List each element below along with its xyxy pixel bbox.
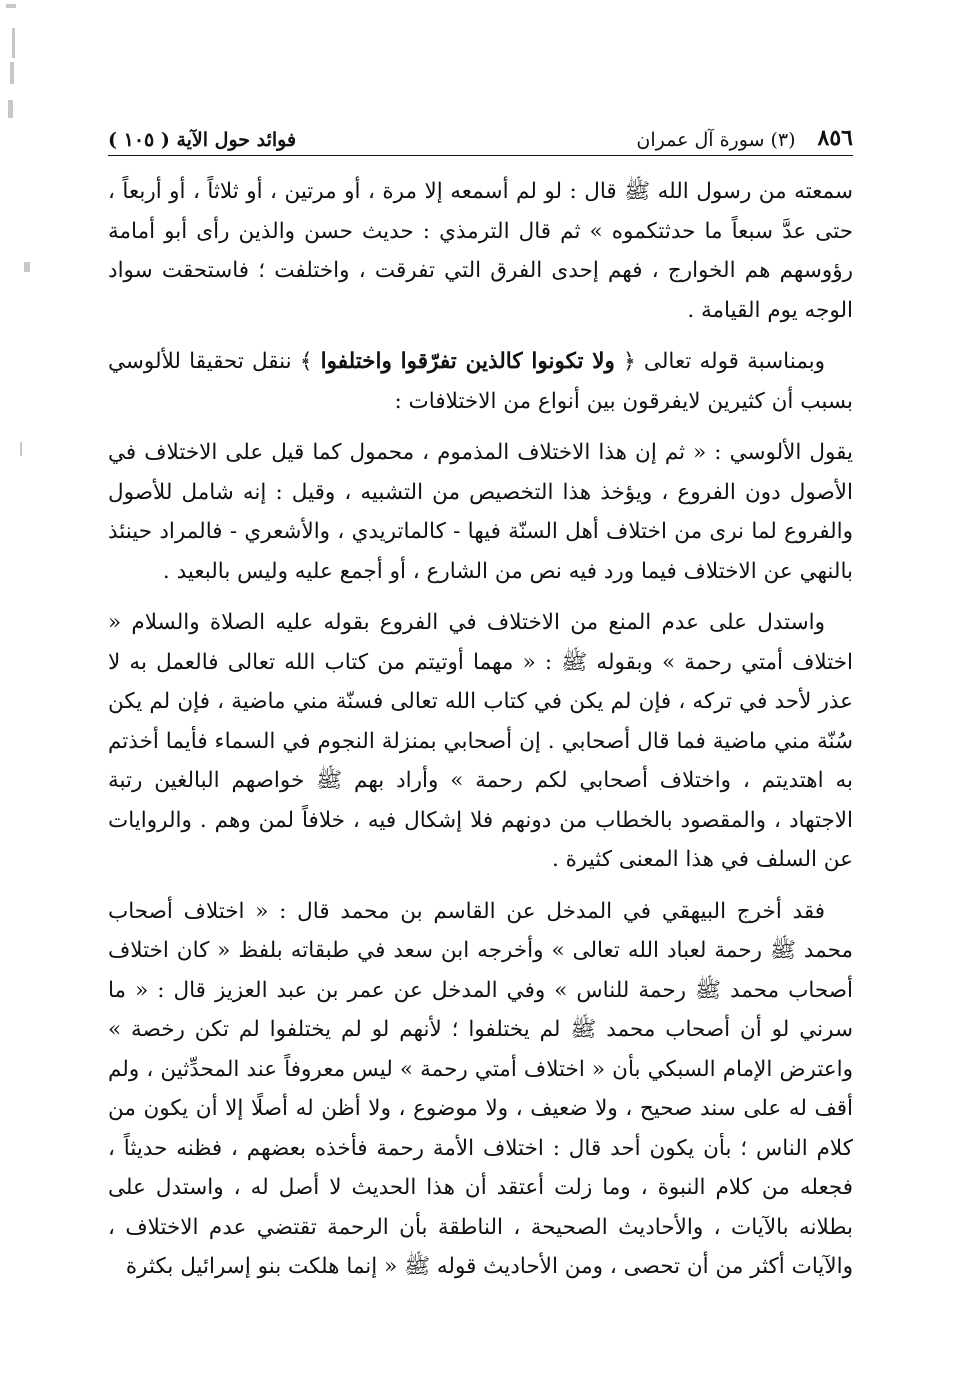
section-title: فوائد حول الآية ( ١٠٥ ) — [108, 129, 297, 151]
paragraph — [108, 433, 853, 591]
text-run: واستدل على عدم المنع من الاختلاف في الفروع بقوله عليه الصلاة والسلام « اختلاف أمتي رحمة » وبقوله ﷺ : « مهما أوتيتم من كتاب الله تعالى فالعمل به لا عذر لأحد في تركه ، فإن لم يكن في كتاب الله تعالى فسنّة مني ماضية ، فإن لم يكن سُنّة مني ماضية فما قال أصحابي . إن أصحابي بمنزلة النجوم في السماء فأيما أخذتم به اهتديتم ، واختلاف أصحابي لكم رحمة » وأراد بهم ﷺ خواصهم البالغين رتبة الاجتهاد ، والمقصود بالخطاب من دونهم فلا إشكال فيه ، خلافاً لمن وهم . والروايات عن السلف في هذا المعنى كثيرة . — [108, 610, 853, 872]
scan-speck — [12, 28, 15, 58]
scan-speck — [6, 4, 16, 8]
scan-speck — [20, 442, 22, 456]
header-rule — [108, 155, 853, 156]
scan-speck — [8, 100, 13, 118]
paragraph — [108, 892, 853, 1287]
surah-name: (٣) سورة آل عمران — [636, 129, 796, 151]
paragraph — [108, 603, 853, 880]
quran-verse-run: ولا تكونوا كالذين تفرّقوا واختلفوا — [320, 349, 615, 374]
text-run: يقول الألوسي : « ثم إن هذا الاختلاف المذموم ، محمول كما قيل على الاختلاف في الأصول دون الفروع ، ويؤخذ هذا التخصيص من التشبيه ، وقيل : إنه شامل للأصول والفروع لما نرى من اختلاف أهل السنّة فيها - كالماتريدي ، والأشعري - فالمراد حينئذ بالنهي عن الاختلاف فيما ورد فيه نص من الشارع ، أو أجمع عليه وليس بالبعيد . — [108, 440, 853, 584]
body-text — [108, 172, 853, 1287]
page-number: ٨٥٦ — [817, 125, 853, 151]
paragraph — [108, 342, 853, 421]
text-run: فقد أخرج البيهقي في المدخل عن القاسم بن محمد قال : « اختلاف أصحاب محمد ﷺ رحمة لعباد الله تعالى » وأخرجه ابن سعد في طبقاته بلفظ « كان اختلاف أصحاب محمد ﷺ رحمة للناس » وفي المدخل عن عمر بن عبد العزيز قال : « ما سرني لو أن أصحاب محمد ﷺ لم يختلفوا ؛ لأنهم لو لم يختلفوا لم تكن رخصة » واعترض الإمام السبكي بأن « اختلاف أمتي رحمة » ليس معروفاً عند المحدِّثين ، ولم أقف له على سند صحيح ، ولا ضعيف ، ولا موضوع ، ولا أظن له أصلًا إلا أن يكون من كلام الناس ؛ بأن يكون أحد قال : اختلاف الأمة رحمة فأخذه بعضهم ، فظنه حديثاً ، فجعله من كلام النبوة ، وما زلت أعتقد أن هذا الحديث لا أصل له ، واستدل على بطلانه بالآيات ، والأحاديث الصحيحة ، الناطقة بأن الرحمة تقتضي عدم الاختلاف ، والآيات أكثر من أن تحصى ، ومن الأحاديث قوله ﷺ « إنما هلكت بنو إسرائيل بكثرة — [108, 898, 853, 1279]
scan-speck — [24, 262, 30, 272]
running-header — [108, 117, 853, 151]
text-run: سمعته من رسول الله ﷺ قال : لو لم أسمعه إلا مرة ، أو مرتين ، أو ثلاثاً ، أو أربعاً ، حتى عدَّ سبعاً ما حدثتكموه » ثم قال الترمذي : حديث حسن والذين رأى أبو أمامة رؤوسهم هم الخوارج ، فهم إحدى الفرق التي تفرقت ، واختلفت ؛ فاستحقت سواد الوجه يوم القيامة . — [108, 179, 853, 323]
paragraph — [108, 172, 853, 330]
header-right-group — [636, 125, 853, 151]
scan-speck — [10, 62, 14, 84]
text-run: ﴾ ننقل تحقيقا للألوسي بسبب أن كثيرين لايفرقون بين أنواع من الاختلافات : — [108, 349, 853, 414]
text-run: وبمناسبة قوله تعالى ﴿ — [614, 349, 826, 374]
